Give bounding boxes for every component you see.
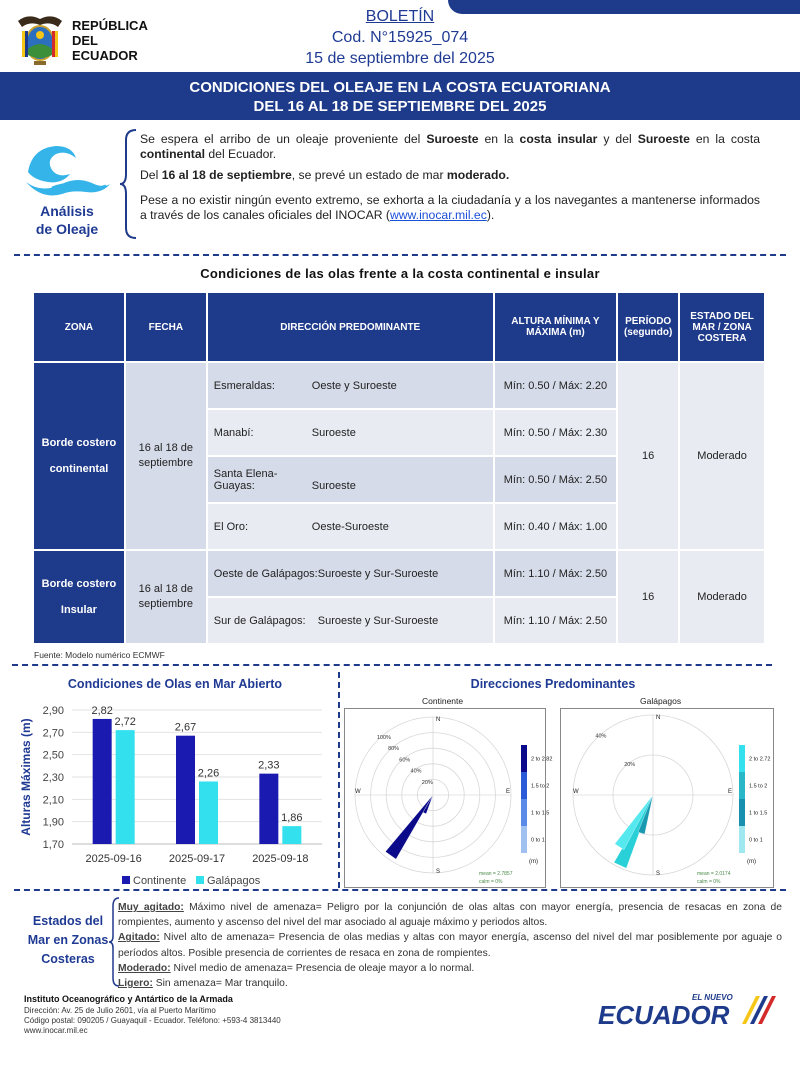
footer-postal: Código postal: 090205 / Guayaquil - Ecuador. Teléfono: +593-4 3813440: [24, 1016, 281, 1025]
analysis-paragraph-2: [140, 168, 760, 183]
bar-data-label: 2,82: [91, 704, 113, 717]
zone-line: Borde costero: [41, 437, 117, 449]
banner-line-1: CONDICIONES DEL OLEAJE EN LA COSTA ECUATORIANA: [189, 79, 611, 96]
y-axis-label: Alturas Máximas (m): [19, 718, 33, 836]
legend-label: 1.5 to 2: [531, 783, 550, 790]
legend-label: 1 to 1.5: [531, 810, 550, 817]
date-cell-continental: [125, 362, 207, 550]
brand-small-text: EL NUEVO: [692, 993, 733, 1002]
rose-petal: [423, 795, 433, 814]
footer-institute: Instituto Oceanográfico y Antártico de la Armada: [24, 994, 233, 1004]
compass-s: S: [436, 869, 441, 875]
header-state: ESTADO DEL MAR / ZONA COSTERA: [679, 292, 765, 362]
y-tick-label: 2,30: [42, 772, 64, 784]
compass-n: N: [436, 717, 441, 723]
direction-cell: [207, 409, 494, 456]
direction-value: Suroeste y Sur-Suroeste: [317, 614, 439, 627]
compass-w: W: [355, 789, 361, 795]
rose-mean: mean = 2.0174: [697, 871, 731, 877]
rose-galapagos-name: Galápagos: [640, 696, 682, 706]
header-height: ALTURA MÍNIMA Y MÁXIMA (m): [494, 292, 617, 362]
legend-label: 0 to 1: [531, 837, 545, 844]
direction-cell: [207, 362, 494, 409]
bar-galapagos: [282, 826, 301, 844]
legend-swatch: [739, 745, 745, 772]
direction-cell: [207, 503, 494, 550]
state-name: Moderado:: [118, 962, 171, 974]
banner-line-2: DEL 16 AL 18 DE SEPTIEMBRE DEL 2025: [253, 98, 547, 115]
rose-calm: calm = 0%: [479, 879, 503, 885]
footer-address: Dirección: Av. 25 de Julio 2601, vía al Puerto Marítimo: [24, 1006, 216, 1015]
place-name: Santa Elena-Guayas:: [213, 467, 278, 492]
bar-data-label: 2,72: [114, 716, 136, 729]
bold-span: 16 al 18 de septiembre: [161, 168, 292, 182]
analysis-text: [140, 132, 760, 229]
state-item: [118, 900, 782, 930]
y-tick-label: 2,10: [42, 794, 64, 807]
ring-label: 40%: [410, 768, 422, 775]
states-label-line: Mar en Zonas: [27, 933, 109, 947]
zone-cell-insular: [33, 550, 125, 644]
compass-w: W: [573, 789, 579, 795]
table-row: [33, 362, 765, 409]
rose-galapagos: [560, 708, 774, 888]
states-label-line: Costeras: [41, 952, 95, 966]
rose-mean: mean = 2.7857: [479, 871, 513, 877]
state-description: Máximo nivel de amenaza= Peligro por la conjunción de olas altas con mayor energía, presencia de resacas en zona de rompientes, aumento y ascenso del nivel del mar asociado al aguaje máximo y periodos altos.: [118, 902, 782, 929]
bold-span: moderado.: [446, 168, 510, 182]
date-line: septiembre: [138, 457, 194, 469]
y-tick-label: 2,70: [42, 727, 64, 740]
wave-icon: [22, 138, 112, 198]
bulletin-code: Cod. N°15925_074: [331, 29, 469, 46]
place-name: Oeste de Galápagos:: [213, 567, 318, 580]
analysis-paragraph-1: [140, 132, 760, 162]
state-cell-continental: Moderado: [679, 362, 765, 550]
ring-label: 60%: [399, 757, 411, 764]
direction-value: Suroeste: [311, 426, 356, 439]
height-cell: Mín: 0.50 / Máx: 2.50: [494, 456, 617, 503]
logo-line-1: REPÚBLICA: [72, 17, 148, 33]
compass-e: E: [728, 789, 733, 795]
conditions-table: [32, 291, 766, 645]
table-source: Fuente: Modelo numérico ECMWF: [34, 650, 165, 660]
text-span: del Ecuador.: [205, 147, 277, 161]
x-tick-label: 2025-09-16: [85, 853, 142, 865]
states-label-line: Estados del: [32, 914, 104, 928]
bar-continente: [93, 719, 112, 844]
legend-swatch: [739, 826, 745, 853]
text-span: Pese a no existir ningún evento extremo, se exhorta a la ciudadanía y a los navegantes a mantenerse informados a través de los canales oficiales del INOCAR (: [140, 193, 760, 222]
height-cell: Mín: 0.50 / Máx: 2.20: [494, 362, 617, 409]
title-banner: [0, 72, 800, 120]
roses-title: Direcciones Predominantes: [470, 677, 636, 691]
height-cell: Mín: 1.10 / Máx: 2.50: [494, 550, 617, 597]
text-span: ).: [486, 208, 495, 222]
x-tick-label: 2025-09-17: [168, 853, 226, 865]
header-zone: ZONA: [33, 292, 125, 362]
y-tick-label: 1,70: [42, 839, 64, 851]
analysis-label-line-1: Análisis: [40, 203, 94, 219]
bar-continente: [259, 774, 278, 844]
bulletin-date: 15 de septiembre del 2025: [305, 50, 495, 67]
header-date: FECHA: [125, 292, 207, 362]
header-direction: DIRECCIÓN PREDOMINANTE: [207, 292, 494, 362]
text-span: en la: [478, 132, 520, 146]
vertical-divider: [338, 672, 340, 888]
legend-swatch: [739, 772, 745, 799]
zone-line: continental: [49, 463, 109, 475]
legend-swatch: [739, 799, 745, 826]
legend-label: 1 to 1.5: [749, 810, 768, 817]
bold-span: continental: [140, 147, 206, 161]
zone-cell-continental: [33, 362, 125, 550]
bar-galapagos: [116, 730, 135, 844]
el-nuevo-ecuador-logo: [596, 990, 776, 1030]
compass-e: E: [506, 789, 511, 795]
legend-label: 1.5 to 2: [749, 783, 768, 790]
bar-chart-title: Condiciones de Olas en Mar Abierto: [67, 677, 283, 691]
state-item: [118, 930, 782, 960]
place-name: Esmeraldas:: [213, 379, 275, 392]
rose-continente-name: Continente: [422, 696, 464, 706]
bar-data-label: 2,67: [174, 721, 197, 734]
direction-cell: [207, 550, 494, 597]
zone-line: Insular: [60, 604, 97, 616]
analysis-label: [12, 202, 122, 238]
bar-galapagos: [199, 781, 218, 844]
state-description: Nivel alto de amenaza= Presencia de olas medias y altas con mayor energía, ascenso del nivel del mar posiblemente por aguaje o períodos altos. Posible presencia de corrientes de resaca en zona de rompientes.: [118, 932, 782, 959]
footer: [24, 994, 281, 1036]
state-name: Ligero:: [118, 978, 153, 990]
left-brace: [118, 128, 138, 240]
inocar-link[interactable]: www.inocar.mil.ec: [389, 208, 487, 222]
text-span: Se espera el arribo de un oleaje proveniente del: [140, 132, 427, 146]
footer-web[interactable]: www.inocar.mil.ec: [24, 1026, 88, 1035]
x-tick-label: 2025-09-18: [252, 853, 309, 865]
direction-value: Oeste-Suroeste: [311, 520, 389, 533]
state-name: Agitado:: [118, 932, 160, 944]
bold-span: Suroeste: [426, 132, 479, 146]
direction-value: Suroeste y Sur-Suroeste: [317, 567, 439, 580]
bulletin-label: BOLETÍN: [365, 8, 435, 25]
compass-n: N: [656, 715, 661, 721]
legend-unit: (m): [529, 859, 538, 865]
ring-label: 20%: [421, 779, 433, 786]
states-text: [118, 900, 782, 991]
ring-label: 20%: [624, 762, 636, 769]
table-row: [33, 550, 765, 597]
legend-label: 2 to 2.72: [749, 756, 771, 763]
state-item: [118, 976, 782, 991]
table-title: Condiciones de las olas frente a la costa continental e insular: [200, 266, 600, 281]
divider: [14, 889, 786, 891]
y-tick-label: 2,50: [42, 749, 64, 762]
place-name: Sur de Galápagos:: [213, 614, 306, 627]
text-span: Del: [140, 168, 162, 182]
direction-cell: [207, 597, 494, 644]
legend-label: Galápagos: [207, 875, 261, 887]
analysis-paragraph-3: [140, 193, 760, 223]
rose-petal: [385, 795, 433, 859]
bar-continente: [176, 736, 195, 844]
legend-swatch: [122, 876, 130, 884]
bar-chart: [14, 696, 332, 890]
legend-unit: (m): [747, 859, 756, 865]
bar-data-label: 2,33: [258, 759, 280, 772]
bar-data-label: 1,86: [281, 812, 303, 825]
text-span: en la costa: [689, 132, 760, 146]
text-span: , se prevé un estado de mar: [291, 168, 447, 182]
logo-line-2: DEL ECUADOR: [72, 32, 138, 63]
legend-swatch: [521, 826, 527, 853]
legend-swatch: [521, 799, 527, 826]
direction-value: Suroeste: [311, 479, 356, 492]
bold-span: Suroeste: [637, 132, 690, 146]
date-line: 16 al 18 de: [138, 583, 194, 595]
zone-line: Borde costero: [41, 578, 117, 590]
text-span: y del: [597, 132, 638, 146]
rose-continente: [344, 708, 553, 888]
state-name: Muy agitado:: [118, 902, 184, 913]
direction-value: Oeste y Suroeste: [311, 379, 397, 392]
period-cell-continental: 16: [617, 362, 679, 550]
legend-label: 0 to 1: [749, 837, 763, 844]
table-header-row: [33, 292, 765, 362]
legend-label: Continente: [133, 875, 187, 887]
analysis-label-line-2: de Oleaje: [35, 221, 99, 237]
height-cell: Mín: 0.40 / Máx: 1.00: [494, 503, 617, 550]
place-name: El Oro:: [213, 520, 249, 533]
ring-label: 100%: [376, 734, 391, 741]
y-tick-label: 2,90: [42, 705, 64, 717]
header-period: PERÍODO (segundo): [617, 292, 679, 362]
rose-galapagos-plot: [561, 709, 775, 889]
height-cell: Mín: 1.10 / Máx: 2.50: [494, 597, 617, 644]
legend-swatch: [521, 772, 527, 799]
divider: [14, 254, 786, 256]
states-label: [22, 912, 114, 969]
bar-data-label: 2,26: [197, 767, 220, 780]
divider: [12, 664, 772, 666]
legend-label: 2 to 2.82: [531, 756, 553, 763]
place-name: Manabí:: [213, 426, 254, 439]
direction-cell: [207, 456, 494, 503]
legend-swatch: [196, 876, 204, 884]
bold-span: costa insular: [519, 132, 598, 146]
date-line: septiembre: [138, 598, 194, 610]
height-cell: Mín: 0.50 / Máx: 2.30: [494, 409, 617, 456]
ring-label: 40%: [595, 733, 607, 740]
ring-label: 80%: [388, 746, 400, 753]
date-cell-insular: [125, 550, 207, 644]
legend-swatch: [521, 745, 527, 772]
brand-big-text: ECUADOR: [598, 1000, 730, 1030]
state-item: [118, 961, 782, 976]
compass-s: S: [656, 871, 661, 877]
rose-continente-plot: [345, 709, 553, 889]
date-line: 16 al 18 de: [138, 442, 194, 454]
state-description: Nivel medio de amenaza= Presencia de oleaje mayor a lo normal.: [170, 962, 475, 974]
period-cell-insular: 16: [617, 550, 679, 644]
rose-calm: calm = 0%: [697, 879, 721, 885]
state-description: Sin amenaza= Mar tranquilo.: [152, 978, 288, 990]
state-cell-insular: Moderado: [679, 550, 765, 644]
y-tick-label: 1,90: [42, 816, 64, 829]
